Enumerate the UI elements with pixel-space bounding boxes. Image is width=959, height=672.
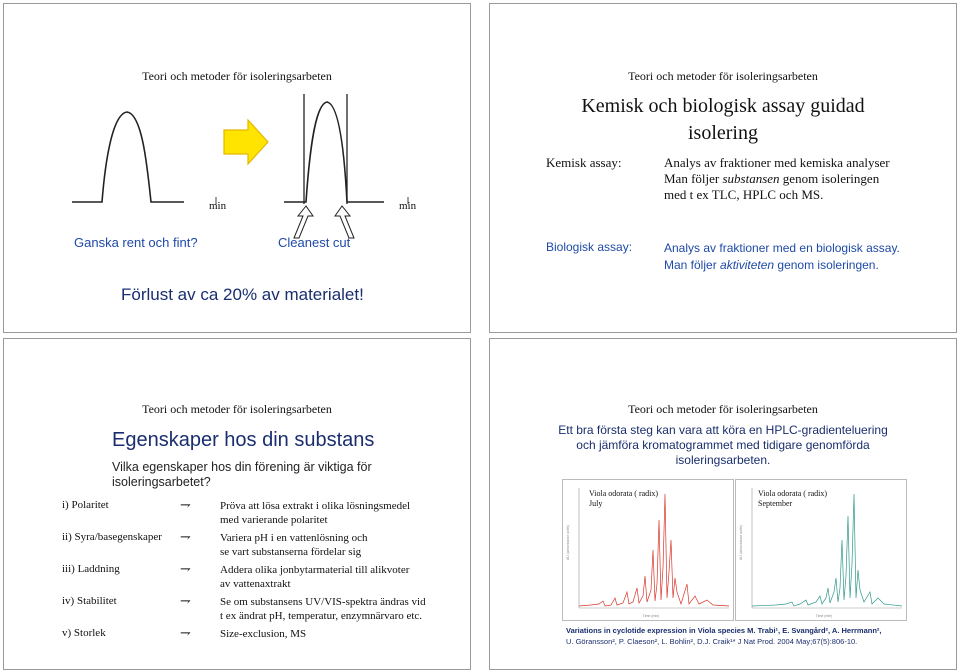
item-desc-line-1: Se om substansens UV/VIS-spektra ändras vid bbox=[220, 596, 426, 608]
slide-header: Teori och metoder för isoleringsarbeten bbox=[628, 69, 818, 83]
arrowhead-right-icon bbox=[335, 206, 354, 238]
chem-line-3: med t ex TLC, HPLC och MS. bbox=[664, 187, 824, 202]
cut-peak bbox=[284, 102, 384, 202]
arrow-icon: ⇁ bbox=[180, 497, 191, 512]
intro-line-3: isoleringsarbeten. bbox=[675, 453, 771, 467]
arrow-icon: ⇁ bbox=[180, 529, 191, 544]
slide-1 bbox=[3, 3, 471, 333]
item-desc bbox=[220, 499, 410, 527]
item-desc-line-2: med varierande polaritet bbox=[220, 514, 328, 526]
chem-line-2 bbox=[664, 171, 890, 187]
cleanest-cut-label: Cleanest cut bbox=[278, 235, 351, 250]
subtitle-line-2: isoleringsarbetet? bbox=[112, 475, 211, 489]
subtitle-line-1: Vilka egenskaper hos din förening är viktiga för bbox=[112, 460, 372, 474]
broad-peak bbox=[72, 112, 184, 202]
chart-plot bbox=[563, 480, 733, 620]
axis-label-min-left: min bbox=[209, 200, 227, 212]
title-line-2: isolering bbox=[688, 122, 758, 144]
item-desc bbox=[220, 627, 306, 641]
item-desc-line-1: Pröva att lösa extrakt i olika lösningsmedel bbox=[220, 500, 411, 512]
bio-line-2-pre: Man följer bbox=[664, 258, 721, 272]
slide-3 bbox=[3, 338, 471, 670]
trace-september bbox=[752, 494, 902, 606]
trace-july bbox=[579, 494, 729, 606]
y-axis-label: AU (absorbance units) bbox=[566, 525, 570, 560]
slide-4 bbox=[489, 338, 957, 670]
arrowhead-left-icon bbox=[294, 206, 313, 238]
slide-title bbox=[490, 93, 956, 147]
bio-assay-label: Biologisk assay: bbox=[546, 240, 633, 254]
x-axis-label: Time (min) bbox=[815, 614, 833, 618]
chromatogram-july bbox=[562, 479, 734, 621]
question-text: Ganska rent och fint? bbox=[74, 235, 198, 250]
caption-line-1: Variations in cyclotide expression in Viola species M. Trabi¹, E. Svangård², A. Herrmann², bbox=[566, 626, 882, 635]
item-desc bbox=[220, 563, 409, 591]
chart-title-line-1: Viola odorata ( radix) bbox=[589, 489, 659, 498]
chem-line-1: Analys av fraktioner med kemiska analyser bbox=[664, 155, 890, 170]
slide-header: Teori och metoder för isoleringsarbeten bbox=[628, 402, 818, 416]
arrow-icon: ⇁ bbox=[180, 593, 191, 608]
item-label: i) Polaritet bbox=[62, 499, 109, 511]
item-label: iv) Stabilitet bbox=[62, 595, 117, 607]
bio-line-2-em: aktiviteten bbox=[720, 258, 775, 272]
chem-assay-label: Kemisk assay: bbox=[546, 155, 622, 170]
loss-text: Förlust av ca 20% av materialet! bbox=[121, 285, 364, 304]
yellow-arrow-icon bbox=[224, 120, 268, 164]
y-axis-label: AU (absorbance units) bbox=[739, 525, 743, 560]
chart-title-line-2: September bbox=[758, 499, 793, 508]
bio-line-1: Analys av fraktioner med en biologisk assay. bbox=[664, 241, 900, 255]
item-desc bbox=[220, 531, 368, 559]
bio-assay-desc bbox=[664, 240, 900, 274]
bio-line-2 bbox=[664, 257, 900, 274]
slide-title: Egenskaper hos din substans bbox=[112, 429, 375, 451]
caption-line-2: U. Göransson², P. Claeson², L. Bohlin², D.J. Craik¹* J Nat Prod. 2004 May;67(5):806-10. bbox=[566, 637, 858, 646]
slide-2 bbox=[489, 3, 957, 333]
arrow-icon: ⇁ bbox=[180, 625, 191, 640]
chem-assay-desc bbox=[664, 155, 890, 203]
chem-line-2-post: genom isoleringen bbox=[779, 171, 880, 186]
item-desc bbox=[220, 595, 426, 623]
item-desc-line-2: av vattenaxtrakt bbox=[220, 578, 291, 590]
item-desc-line-1: Size-exclusion, MS bbox=[220, 628, 307, 640]
intro-text bbox=[490, 423, 956, 468]
item-desc-line-2: se vart substanserna fördelar sig bbox=[220, 546, 362, 558]
x-axis-label: Time (min) bbox=[642, 614, 660, 618]
property-list bbox=[4, 339, 470, 669]
title-line-1: Kemisk och biologisk assay guidad bbox=[581, 95, 865, 117]
slide-header: Teori och metoder för isoleringsarbeten bbox=[142, 402, 332, 416]
chart-plot bbox=[736, 480, 906, 620]
chromatogram-september bbox=[735, 479, 907, 621]
item-desc-line-2: t ex ändrat pH, temperatur, enzymnärvaro etc. bbox=[220, 610, 423, 622]
citation-caption bbox=[566, 625, 882, 647]
item-label: ii) Syra/basegenskaper bbox=[62, 531, 162, 543]
item-label: iii) Laddning bbox=[62, 563, 120, 575]
chromatogram-illustration bbox=[4, 84, 470, 204]
item-desc-line-1: Variera pH i en vattenlösning och bbox=[220, 532, 368, 544]
intro-line-2: och jämföra kromatogrammet med tidigare genomförda bbox=[576, 438, 870, 452]
bio-line-2-post: genom isoleringen. bbox=[774, 258, 879, 272]
slide-header: Teori och metoder för isoleringsarbeten bbox=[142, 69, 332, 83]
item-label: v) Storlek bbox=[62, 627, 106, 639]
chart-title-line-1: Viola odorata ( radix) bbox=[758, 489, 828, 498]
arrow-icon: ⇁ bbox=[180, 561, 191, 576]
item-desc-line-1: Addera olika jonbytarmaterial till alikvoter bbox=[220, 564, 410, 576]
chem-line-2-pre: Man följer bbox=[664, 171, 723, 186]
chart-title-line-2: July bbox=[589, 499, 603, 508]
chem-line-2-em: substansen bbox=[722, 171, 780, 186]
axis-label-min-right: min bbox=[399, 200, 417, 212]
intro-line-1: Ett bra första steg kan vara att köra en HPLC-gradienteluering bbox=[558, 423, 888, 437]
